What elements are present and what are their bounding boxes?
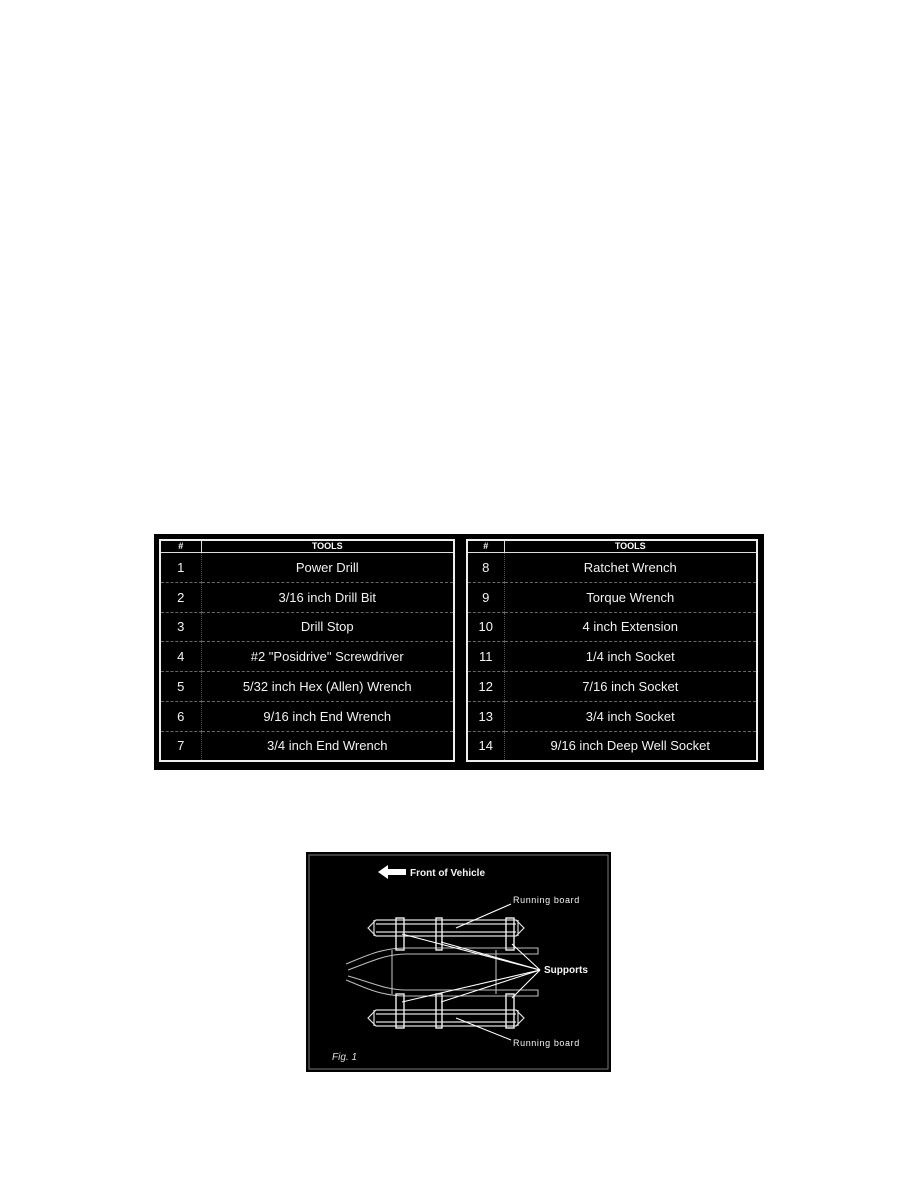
column-header-number: # (161, 541, 201, 553)
tool-number: 5 (161, 672, 201, 702)
table-row (161, 582, 453, 612)
table-row (468, 612, 756, 642)
tool-number: 10 (468, 612, 504, 642)
tool-number: 6 (161, 701, 201, 731)
tool-name: 7/16 inch Socket (504, 672, 756, 702)
tool-name: 3/16 inch Drill Bit (201, 582, 453, 612)
tool-number: 13 (468, 701, 504, 731)
tool-number: 9 (468, 582, 504, 612)
tool-number: 14 (468, 731, 504, 760)
tool-name: #2 "Posidrive" Screwdriver (201, 642, 453, 672)
table-header-row (468, 541, 756, 553)
tool-number: 4 (161, 642, 201, 672)
column-header-tools: TOOLS (201, 541, 453, 553)
table-row (468, 642, 756, 672)
supports-label: Supports (544, 965, 588, 976)
table-row (161, 553, 453, 583)
tool-name: 5/32 inch Hex (Allen) Wrench (201, 672, 453, 702)
tool-name: Torque Wrench (504, 582, 756, 612)
table-header-row (161, 541, 453, 553)
front-of-vehicle-label: Front of Vehicle (410, 868, 486, 879)
tool-name: 9/16 inch End Wrench (201, 701, 453, 731)
table-row (161, 612, 453, 642)
running-board-top-label: Running board (513, 895, 580, 905)
tool-name: 4 inch Extension (504, 612, 756, 642)
running-board-bottom-label: Running board (513, 1038, 580, 1048)
tool-number: 8 (468, 553, 504, 583)
tool-name: Ratchet Wrench (583, 559, 677, 575)
tool-name: 3/4 inch End Wrench (201, 731, 453, 760)
running-board-bottom (368, 1010, 524, 1026)
figure-border (309, 855, 608, 1069)
tools-panel (154, 534, 764, 770)
tool-number: 3 (161, 612, 201, 642)
tool-name: 3/4 inch Socket (504, 701, 756, 731)
table-row (468, 582, 756, 612)
arrow-left-icon (378, 865, 406, 879)
tool-number: 12 (468, 672, 504, 702)
figure-panel (306, 852, 611, 1072)
table-row (468, 701, 756, 731)
tool-name: 1/4 inch Socket (504, 642, 756, 672)
tool-number: 7 (161, 731, 201, 760)
tool-number: 11 (468, 642, 504, 672)
tool-name: Power Drill (295, 559, 359, 575)
table-row (468, 553, 756, 583)
figure-caption: Fig. 1 (332, 1052, 358, 1063)
tools-table-right (466, 539, 758, 762)
vehicle-frame (346, 948, 538, 996)
table-row (161, 642, 453, 672)
column-header-tools: TOOLS (504, 541, 756, 553)
tool-number: 2 (161, 582, 201, 612)
tool-number: 1 (161, 553, 201, 583)
running-board-top (368, 920, 524, 936)
tools-table-left (159, 539, 455, 762)
table-row (161, 701, 453, 731)
table-row (161, 672, 453, 702)
table-row (468, 672, 756, 702)
table-row (468, 731, 756, 760)
tool-name: 9/16 inch Deep Well Socket (504, 731, 756, 760)
tool-name: Drill Stop (201, 612, 453, 642)
column-header-number: # (468, 541, 504, 553)
table-row (161, 731, 453, 760)
